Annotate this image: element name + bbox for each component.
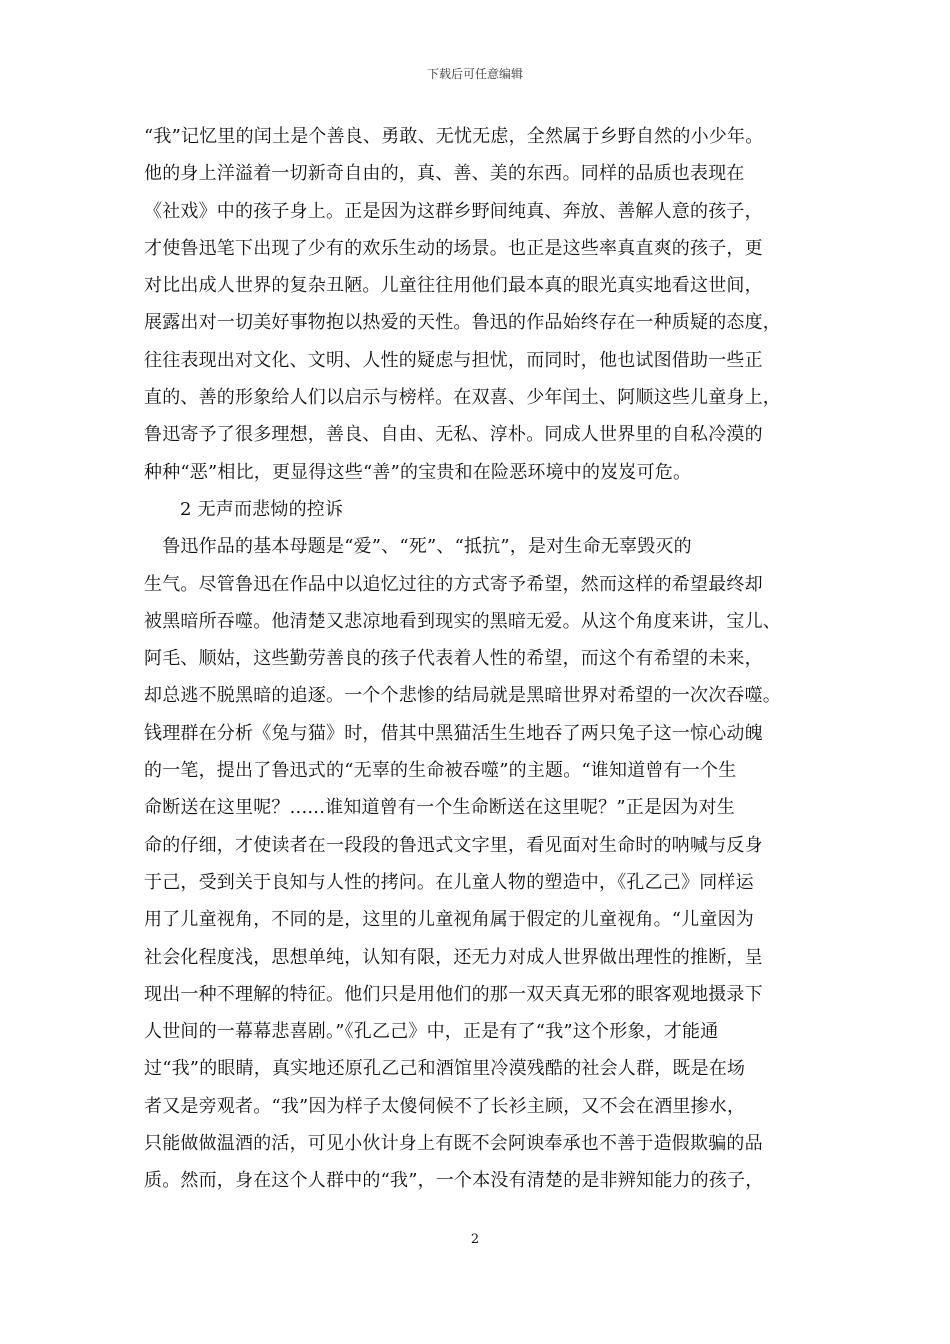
text-line: 往往表现出对文化、文明、人性的疑虑与担忧，而同时，他也试图借助一些正 xyxy=(144,349,763,371)
paragraph-first-line: 鲁迅作品的基本母题是“爱”、“死”、“抵抗”，是对生命无辜毁灭的 xyxy=(144,536,692,558)
section-heading: 2 无声而悲恸的控诉 xyxy=(180,498,344,520)
text-line: 被黑暗所吞噬。他清楚又悲凉地看到现实的黑暗无爱。从这个角度来讲，宝儿、 xyxy=(144,610,781,632)
text-line: 《社戏》中的孩子身上。正是因为这群乡野间纯真、奔放、善解人意的孩子， xyxy=(144,200,763,222)
text-line: 现出一种不理解的特征。他们只是用他们的那一双天真无邪的眼客观地摄录下 xyxy=(144,983,763,1005)
text-line: 生气。尽管鲁迅在作品中以追忆过往的方式寄予希望，然而这样的希望最终却 xyxy=(144,573,763,595)
text-line: 才使鲁迅笔下出现了少有的欢乐生动的场景。也正是这些率真直爽的孩子，更 xyxy=(144,237,763,259)
text-line: 钱理群在分析《兔与猫》时，借其中黑猫活生生地吞了两只兔子这一惊心动魄 xyxy=(144,722,763,744)
text-line: 于己，受到关于良知与人性的拷问。在儿童人物的塑造中，《孔乙己》同样运 xyxy=(144,871,754,893)
text-line: 阿毛、顺姑，这些勤劳善良的孩子代表着人性的希望，而这个有希望的未来， xyxy=(144,648,763,670)
text-line: 命的仔细，才使读者在一段段的鲁迅式文字里，看见面对生命时的呐喊与反身 xyxy=(144,834,763,856)
page-header: 下载后可任意编辑 xyxy=(426,67,523,81)
text-line: 鲁迅寄予了很多理想，善良、自由、无私、淳朴。同成人世界里的自私冷漠的 xyxy=(144,424,763,446)
text-line: 社会化程度浅，思想单纯，认知有限，还无力对成人世界做出理性的推断，呈 xyxy=(144,946,763,968)
text-line: 过“我”的眼睛，真实地还原孔乙己和酒馆里冷漠残酷的社会人群，既是在场 xyxy=(144,1058,746,1080)
text-line: 的一笔，提出了鲁迅式的“无辜的生命被吞噬”的主题。“谁知道曾有一个生 xyxy=(144,760,737,782)
text-line: 质。然而，身在这个人群中的“我”，一个本没有清楚的是非辨知能力的孩子， xyxy=(144,1170,764,1192)
text-line: 展露出对一切美好事物抱以热爱的天性。鲁迅的作品始终存在一种质疑的态度， xyxy=(144,312,781,334)
text-line: “我”记忆里的闰土是个善良、勇敢、无忧无虑，全然属于乡野自然的小少年。 xyxy=(144,126,764,147)
text-line: 人世间的一幕幕悲喜剧。”《孔乙己》中，正是有了“我”这个形象，才能通 xyxy=(144,1021,719,1043)
text-line: 他的身上洋溢着一切新奇自由的，真、善、美的东西。同样的品质也表现在 xyxy=(144,163,745,185)
document-body xyxy=(144,118,824,1200)
text-line: 对比出成人世界的复杂丑陋。儿童往往用他们最本真的眼光真实地看这世间， xyxy=(144,275,763,297)
text-line: 却总逃不脱黑暗的追逐。一个个悲惨的结局就是黑暗世界对希望的一次次吞噬。 xyxy=(144,685,781,707)
text-line: 命断送在这里呢？......谁知道曾有一个生命断送在这里呢？”正是因为对生 xyxy=(144,797,735,819)
page-number: 2 xyxy=(470,1232,480,1247)
text-line: 只能做做温酒的活，可见小伙计身上有既不会阿谀奉承也不善于造假欺骗的品 xyxy=(144,1133,763,1155)
text-line: 直的、善的形象给人们以启示与榜样。在双喜、少年闰土、阿顺这些儿童身上， xyxy=(144,387,781,409)
text-line: 种种“恶”相比，更显得这些“善”的宝贵和在险恶环境中的岌岌可危。 xyxy=(144,461,692,483)
text-line: 用了儿童视角，不同的是，这里的儿童视角属于假定的儿童视角。“儿童因为 xyxy=(144,909,754,931)
text-line: 者又是旁观者。“我”因为样子太傻伺候不了长衫主顾，又不会在酒里掺水， xyxy=(144,1095,746,1117)
